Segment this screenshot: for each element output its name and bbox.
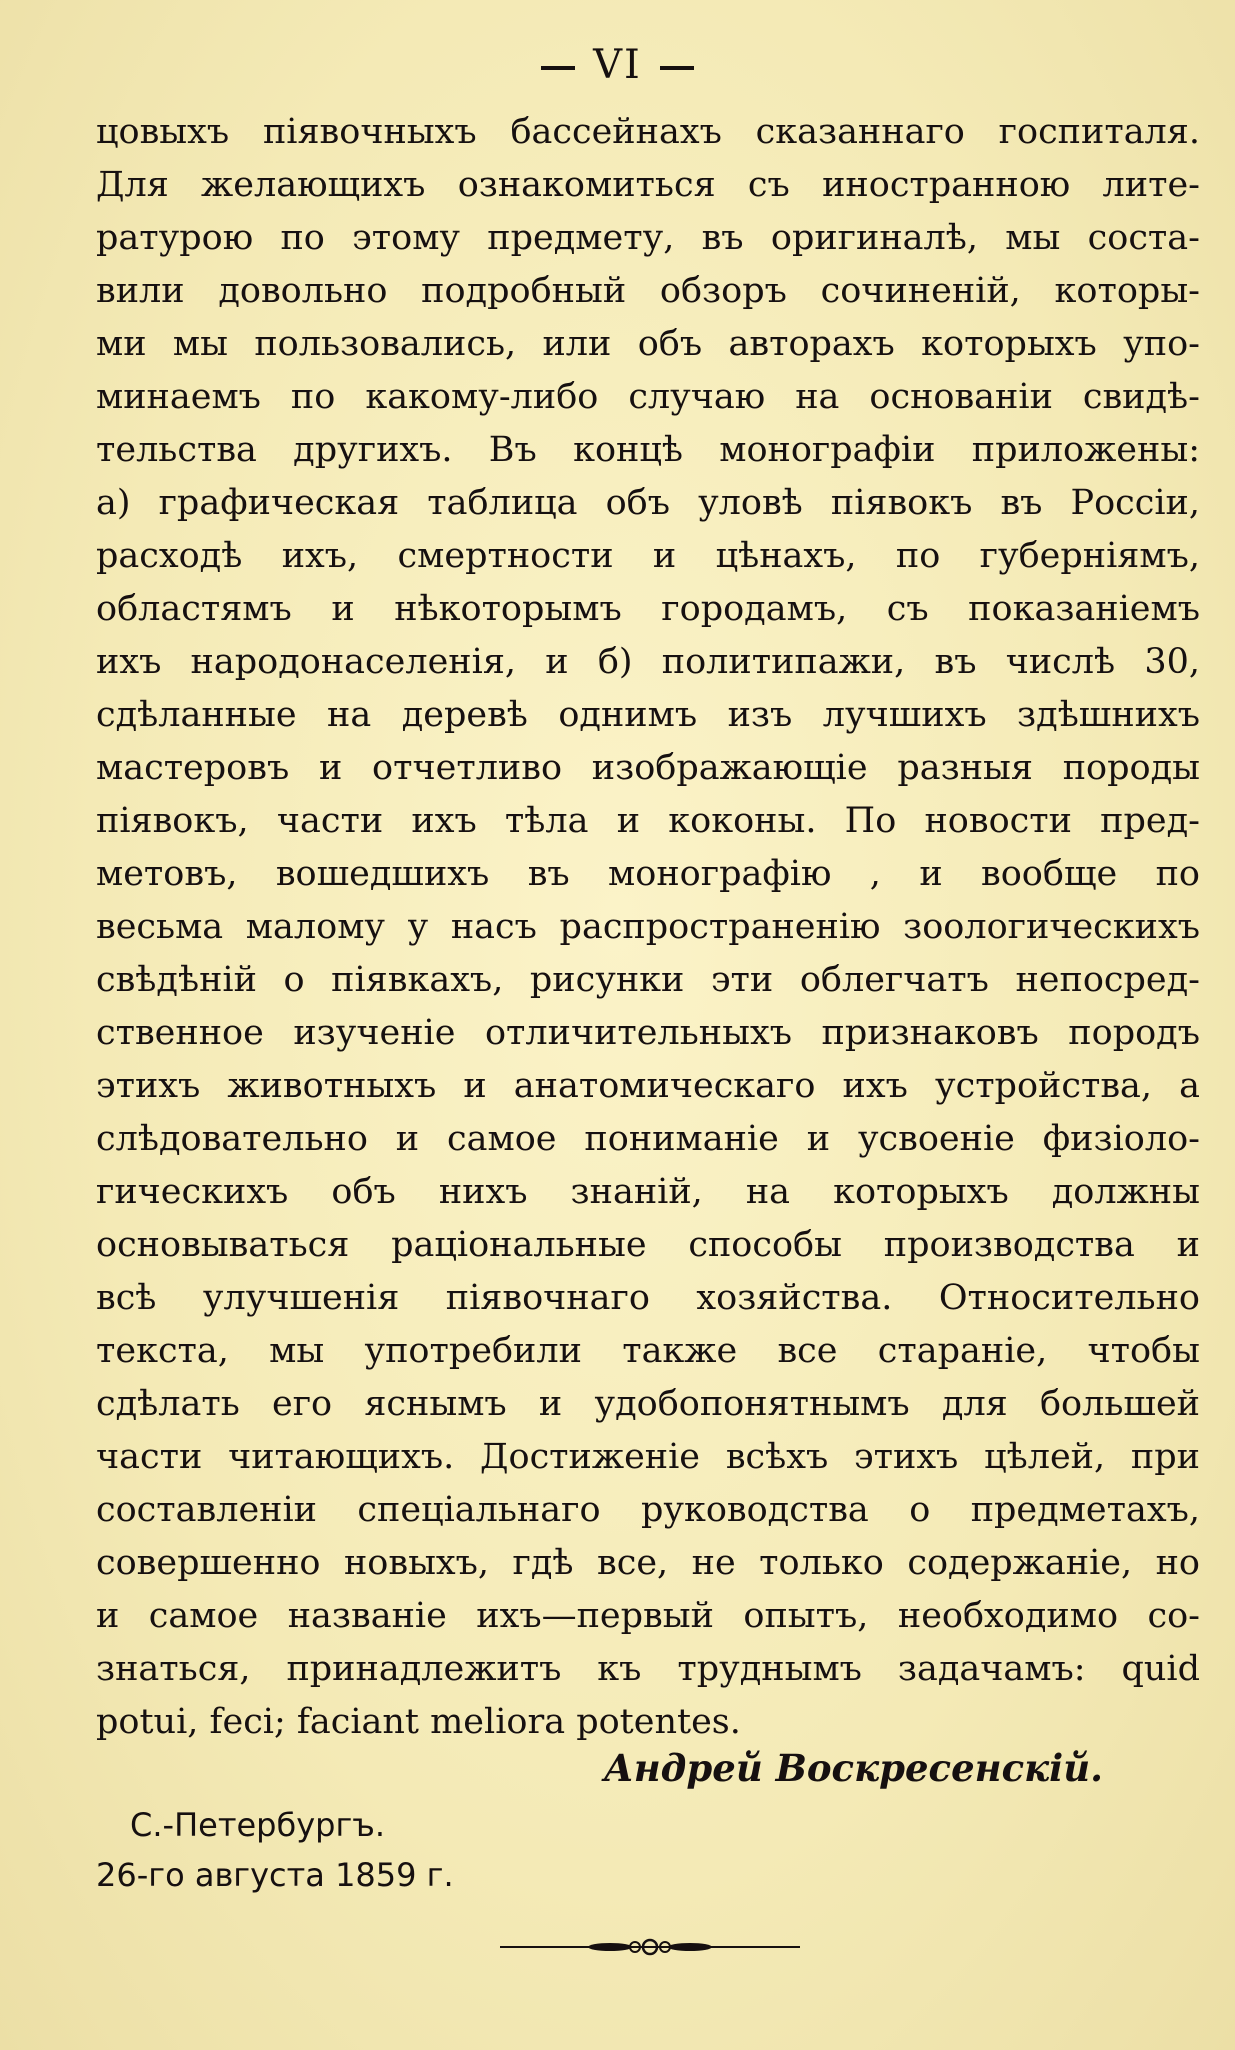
- text-line: текста, мы употребили также все стараніе, чтобы: [96, 1331, 1200, 1371]
- page-header: [0, 42, 1235, 88]
- text-line: и самое названіе ихъ—первый опытъ, необходимо со-: [96, 1596, 1200, 1636]
- text-line: составленіи спеціальнаго руководства о предметахъ,: [96, 1490, 1200, 1530]
- text-line: совершенно новыхъ, гдѣ все, не только содержаніе, но: [96, 1543, 1200, 1583]
- text-line: части читающихъ. Достиженіе всѣхъ этихъ цѣлей, при: [96, 1437, 1200, 1477]
- text-line: гическихъ объ нихъ знаній, на которыхъ должны: [96, 1172, 1200, 1212]
- text-line: піявокъ, части ихъ тѣла и коконы. По новости пред-: [96, 801, 1200, 841]
- text-line: мастеровъ и отчетливо изображающіе разныя породы: [96, 748, 1200, 788]
- place-line: С.-Петербургъ.: [130, 1806, 386, 1844]
- text-line: potui, feci; faciant meliora potentes.: [96, 1702, 741, 1742]
- ornament-divider: [500, 1938, 800, 1956]
- text-line: ратурою по этому предмету, въ оригиналѣ, мы соста-: [96, 218, 1200, 258]
- text-line: расходѣ ихъ, смертности и цѣнахъ, по губерніямъ,: [96, 536, 1200, 576]
- text-line: вили довольно подробный обзоръ сочиненій, которы-: [96, 271, 1200, 311]
- author-signature: Андрей Воскресенскій.: [603, 1746, 1103, 1790]
- text-line: метовъ, вошедшихъ въ монографію , и вообще по: [96, 854, 1200, 894]
- text-line: ихъ народонаселенія, и б) политипажи, въ числѣ 30,: [96, 642, 1200, 682]
- body-text: [96, 106, 1200, 1749]
- date-line: 26-го августа 1859 г.: [96, 1856, 454, 1894]
- text-line: всѣ улучшенія піявочнаго хозяйства. Относительно: [96, 1278, 1200, 1318]
- text-line: ми мы пользовались, или объ авторахъ которыхъ упо-: [96, 324, 1200, 364]
- page-number: VI: [593, 42, 642, 88]
- text-line: цовыхъ піявочныхъ бассейнахъ сказаннаго госпиталя.: [96, 112, 1200, 152]
- text-line: а) графическая таблица объ уловѣ піявокъ въ Россіи,: [96, 483, 1200, 523]
- text-line: основываться раціональные способы производства и: [96, 1225, 1200, 1265]
- text-line: слѣдовательно и самое пониманіе и усвоеніе физіоло-: [96, 1119, 1200, 1159]
- text-line: этихъ животныхъ и анатомическаго ихъ устройства, а: [96, 1066, 1200, 1106]
- text-line: сдѣланные на деревѣ однимъ изъ лучшихъ здѣшнихъ: [96, 695, 1200, 735]
- text-line: свѣдѣній о піявкахъ, рисунки эти облегчатъ непосред-: [96, 960, 1200, 1000]
- text-line: знаться, принадлежитъ къ труднымъ задачамъ: quid: [96, 1649, 1200, 1689]
- text-line: ственное изученіе отличительныхъ признаковъ породъ: [96, 1013, 1200, 1053]
- header-dash-right: [660, 66, 694, 70]
- text-line: сдѣлать его яснымъ и удобопонятнымъ для большей: [96, 1384, 1200, 1424]
- text-line: областямъ и нѣкоторымъ городамъ, съ показаніемъ: [96, 589, 1200, 629]
- text-line: Для желающихъ ознакомиться съ иностранною лите-: [96, 165, 1200, 205]
- header-dash-left: [541, 66, 575, 70]
- text-line: минаемъ по какому-либо случаю на основаніи свидѣ-: [96, 377, 1200, 417]
- text-line: весьма малому у насъ распространенію зоологическихъ: [96, 907, 1200, 947]
- text-line: тельства другихъ. Въ концѣ монографіи приложены:: [96, 430, 1200, 470]
